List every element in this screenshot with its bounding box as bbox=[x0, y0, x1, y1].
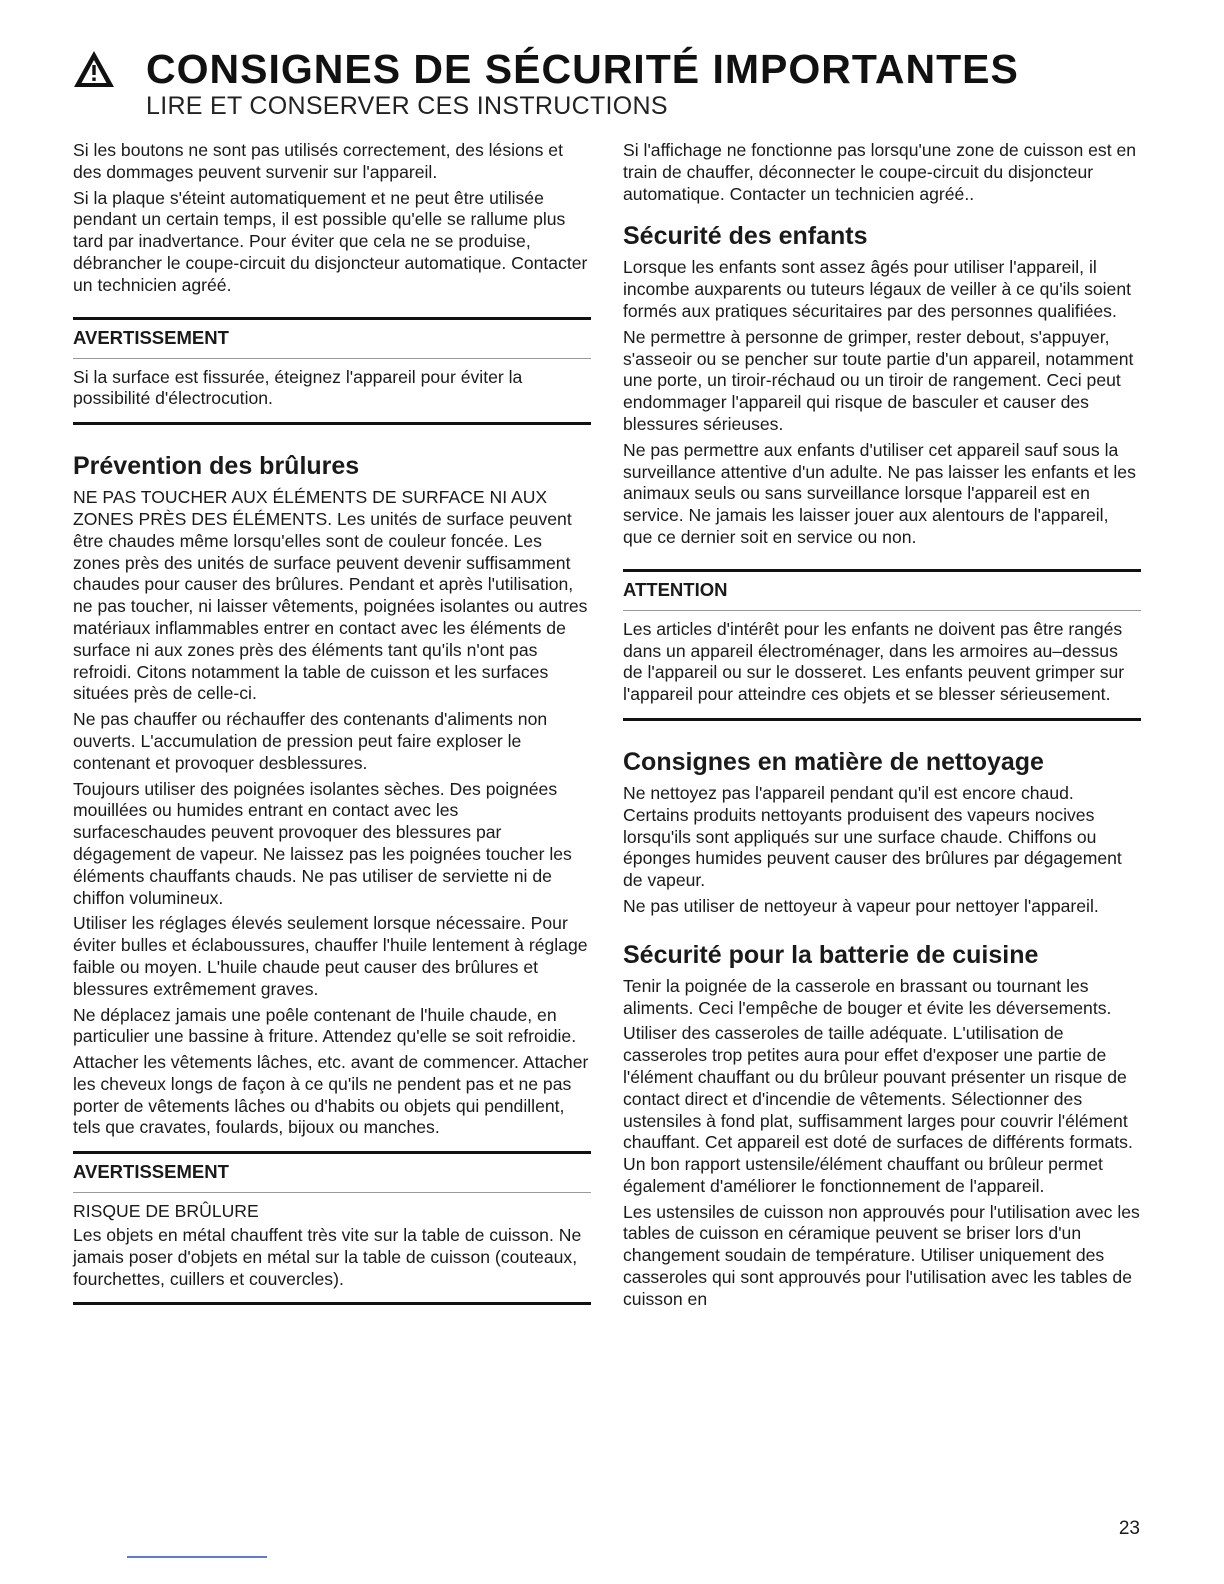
page-title: CONSIGNES DE SÉCURITÉ IMPORTANTES bbox=[146, 46, 1019, 92]
children-paragraph: Lorsque les enfants sont assez âgés pour utiliser l'appareil, il incombe auxparents ou tuteurs légaux de veiller à ce qu'ils soient formés aux pratiques sécuritaires par des personnes qualifiées. bbox=[623, 257, 1132, 321]
intro-paragraph: Si les boutons ne sont pas utilisés correctement, des lésions et des dommages peuvent survenir sur l'appareil. bbox=[73, 140, 563, 182]
warning-box-burn-risk bbox=[73, 1151, 591, 1305]
page-subtitle: LIRE ET CONSERVER CES INSTRUCTIONS bbox=[146, 92, 668, 120]
attention-box bbox=[623, 569, 1141, 721]
children-paragraph: Ne pas permettre aux enfants d'utiliser cet appareil sauf sous la surveillance attentive d'un adulte. Ne pas laisser les enfants et les animaux seuls ou sans surveillance lorsque l'appareil est en service. Ne jamais les laisser jouer aux alentours de l'appareil, que ce dernier soit en service ou non. bbox=[623, 439, 1136, 547]
burns-paragraph: Ne pas chauffer ou réchauffer des contenants d'aliments non ouverts. L'accumulation de pression peut faire exploser le contenant et provoquer desblessures. bbox=[73, 709, 548, 773]
title-row bbox=[72, 46, 1152, 92]
cleaning-paragraph: Ne nettoyez pas l'appareil pendant qu'il est encore chaud. Certains produits nettoyants produisent des vapeurs nocives lorsqu'ils sont appliqués sur une surface chaude. Chiffons ou éponges humides peuvent causer des brûlures par dégagement de vapeur. bbox=[623, 782, 1122, 891]
warning-text: Si la surface est fissurée, éteignez l'appareil pour éviter la possibilité d'électrocution. bbox=[73, 366, 523, 409]
attention-title: ATTENTION bbox=[623, 572, 1141, 611]
burns-paragraph: Toujours utiliser des poignées isolantes sèches. Des poignées mouillées ou humides entrant en contact avec les surfaceschaudes peuvent provoquer des blessures par dégagement de vapeur. Ne laissez pas les poignées toucher les éléments chauffants chauds. Ne pas utiliser de serviette ni de chiffon volumineux. bbox=[73, 778, 572, 908]
warning-box-electrocution bbox=[73, 317, 591, 426]
right-column bbox=[623, 140, 1141, 1315]
page-header bbox=[72, 46, 1152, 120]
warning-triangle-icon bbox=[72, 49, 116, 89]
warning-text: Les objets en métal chauffent très vite sur la table de cuisson. Ne jamais poser d'objets en métal sur la table de cuisson (couteaux, fourchettes, cuillers et couvercles). bbox=[73, 1225, 582, 1289]
section-heading-children: Sécurité des enfants bbox=[623, 222, 868, 251]
cookware-paragraph: Tenir la poignée de la casserole en brassant ou tournant les aliments. Ceci l'empêche de bouger et évite les déversements. bbox=[623, 975, 1112, 1018]
intro-paragraph: Si la plaque s'éteint automatiquement et ne peut être utilisée pendant un certain temps, il est possible qu'elle se rallume plus tard par inadvertance. Pour éviter que cela ne se produise, débrancher le coupe-circuit du disjoncteur automatique. Contacter un technicien agréé. bbox=[73, 187, 588, 295]
burns-paragraph: Ne déplacez jamais une poêle contenant de l'huile chaude, en particulier une bassine à friture. Attendez qu'elle se soit refroidie. bbox=[73, 1004, 577, 1047]
cookware-paragraph: Les ustensiles de cuisson non approuvés pour l'utilisation avec les tables de cuisson en céramique peuvent se briser lors d'un changement soudain de température. Utiliser uniquement des casseroles qui sont approuvés pour l'utilisation avec les tables de cuisson en bbox=[623, 1201, 1140, 1309]
page-number: 23 bbox=[1118, 1518, 1140, 1539]
footer-link-line bbox=[127, 1556, 267, 1558]
warning-subtitle: RISQUE DE BRÛLURE bbox=[73, 1201, 259, 1222]
section-heading-cookware: Sécurité pour la batterie de cuisine bbox=[623, 940, 1039, 969]
cookware-paragraph: Utiliser des casseroles de taille adéquate. L'utilisation de casseroles trop petites aura pour effet d'exposer une partie de l'élément chauffant ou du brûleur pouvant présenter un risque de contact direct et d'incendie de vêtements. Sélectionner des ustensiles à fond plat, suffisamment larges pour couvrir l'élément chauffant. Cet appareil est doté de surfaces de différents formats. Un bon rapport ustensile/élément chauffant ou brûleur permet également d'améliorer le fonctionnement de l'appareil. bbox=[623, 1023, 1133, 1196]
warning-title: AVERTISSEMENT bbox=[73, 320, 591, 359]
left-column bbox=[73, 140, 591, 1315]
burns-paragraph: Utiliser les réglages élevés seulement lorsque nécessaire. Pour éviter bulles et éclaboussures, chauffer l'huile lentement à réglage faible ou moyen. L'huile chaude peut causer des brûlures et blessures extrêmement graves. bbox=[73, 913, 588, 999]
warning-title: AVERTISSEMENT bbox=[73, 1154, 591, 1193]
cleaning-paragraph: Ne pas utiliser de nettoyeur à vapeur pour nettoyer l'appareil. bbox=[623, 895, 1099, 916]
section-heading-cleaning: Consignes en matière de nettoyage bbox=[623, 747, 1044, 776]
burns-paragraph: NE PAS TOUCHER AUX ÉLÉMENTS DE SURFACE NI AUX ZONES PRÈS DES ÉLÉMENTS. Les unités de surface peuvent être chaudes même lorsqu'elles sont de couleur foncée. Les zones près des unités de surface peuvent devenir suffisamment chaudes pour causer des brûlures. Pendant et après l'utilisation, ne pas toucher, ni laisser vêtements, poignées isolantes ou autres matériaux inflammables entrer en contact avec les éléments de surface ni aux zones près des éléments tant qu'ils n'ont pas refroidi. Citons notamment la table de cuisson et les surfaces situées près de celle-ci. bbox=[73, 487, 588, 704]
attention-text: Les articles d'intérêt pour les enfants ne doivent pas être rangés dans un appareil électroménager, dans les armoires au–dessus de l'appareil ou sur le dosseret. Les enfants peuvent grimper sur l'appareil pour atteindre ces objets et se blesser sérieusement. bbox=[623, 618, 1125, 705]
burns-paragraph: Attacher les vêtements lâches, etc. avant de commencer. Attacher les cheveux longs de façon à ce qu'ils ne pendent pas et ne pas porter de vêtements lâches ou d'habits ou objets qui pendillent, tels que cravates, foulards, bijoux ou manches. bbox=[73, 1052, 589, 1138]
display-paragraph: Si l'affichage ne fonctionne pas lorsqu'une zone de cuisson est en train de chauffer, déconnecter le coupe-circuit du disjoncteur automatique. Contacter un technicien agréé.. bbox=[623, 140, 1137, 204]
section-heading-burns: Prévention des brûlures bbox=[73, 452, 360, 481]
children-paragraph: Ne permettre à personne de grimper, rester debout, s'appuyer, s'asseoir ou se pencher sur toute partie d'un appareil, notamment une porte, un tiroir-réchaud ou un tiroir de rangement. Ceci peut endommager l'appareil qui risque de basculer et causer des blessures sérieuses. bbox=[623, 326, 1134, 434]
